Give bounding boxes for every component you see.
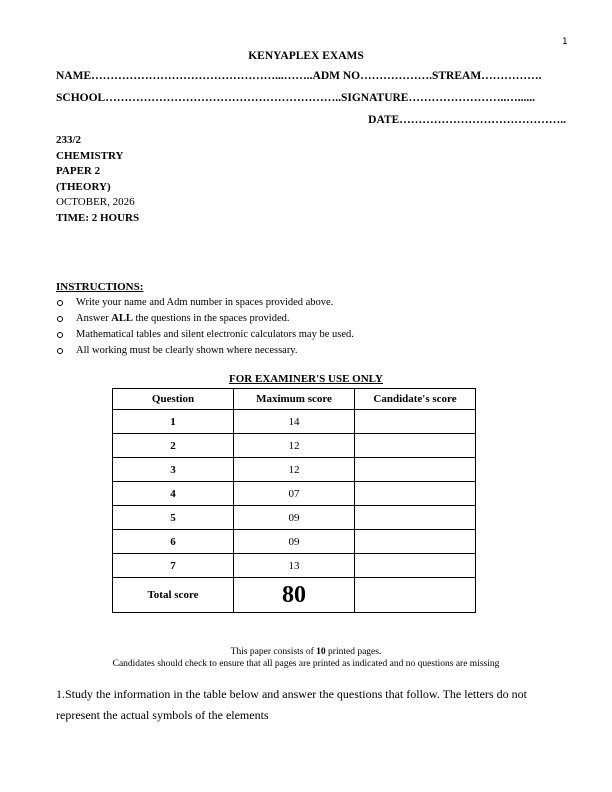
table-row bbox=[113, 530, 476, 554]
total-row bbox=[113, 578, 476, 613]
candidate-score-cell bbox=[355, 410, 476, 434]
paper-type: (THEORY) bbox=[56, 180, 111, 193]
exam-time: TIME: 2 HOURS bbox=[56, 211, 140, 224]
instruction-item: Write your name and Adm number in spaces provided above. bbox=[56, 295, 354, 311]
question-number: 6 bbox=[113, 530, 234, 554]
instructions-title: INSTRUCTIONS: bbox=[56, 281, 144, 293]
bullet-icon bbox=[57, 348, 63, 354]
candidate-score-cell bbox=[355, 458, 476, 482]
candidate-score-cell bbox=[355, 506, 476, 530]
table-row bbox=[113, 458, 476, 482]
check-pages-note: Candidates should check to ensure that all pages are printed as indicated and no questions are missing bbox=[112, 659, 500, 669]
total-candidate-score-cell bbox=[355, 578, 476, 613]
paper-code: 233/2 bbox=[56, 134, 82, 146]
total-score-label: Total score bbox=[113, 578, 234, 613]
paper-number: PAPER 2 bbox=[56, 165, 101, 177]
table-row bbox=[113, 554, 476, 578]
page-count-note: This paper consists of 10 printed pages. bbox=[230, 647, 382, 657]
table-row bbox=[113, 506, 476, 530]
name-adm-stream-line: NAME…………………………………………...……..ADM NO……………….STREAM……………. bbox=[56, 70, 542, 82]
maximum-score: 09 bbox=[234, 506, 355, 530]
candidate-score-cell bbox=[355, 434, 476, 458]
question-number: 4 bbox=[113, 482, 234, 506]
bullet-icon bbox=[57, 316, 63, 322]
question-number: 3 bbox=[113, 458, 234, 482]
candidate-score-cell bbox=[355, 530, 476, 554]
subject: CHEMISTRY bbox=[56, 149, 124, 162]
examiner-score-table bbox=[112, 388, 476, 613]
maximum-score: 12 bbox=[234, 434, 355, 458]
maximum-score: 13 bbox=[234, 554, 355, 578]
candidate-score-cell bbox=[355, 554, 476, 578]
maximum-score: 14 bbox=[234, 410, 355, 434]
table-row bbox=[113, 410, 476, 434]
exam-title: KENYAPLEX EXAMS bbox=[248, 50, 364, 62]
instructions-list bbox=[56, 295, 354, 359]
instruction-item: All working must be clearly shown where necessary. bbox=[56, 343, 354, 359]
maximum-score: 12 bbox=[234, 458, 355, 482]
column-header-question: Question bbox=[113, 389, 234, 410]
maximum-score: 09 bbox=[234, 530, 355, 554]
column-header-candidate-score: Candidate's score bbox=[355, 389, 476, 410]
paper-info bbox=[56, 133, 139, 226]
instruction-item: Mathematical tables and silent electronic calculators may be used. bbox=[56, 327, 354, 343]
column-header-maximum-score: Maximum score bbox=[234, 389, 355, 410]
question-number: 2 bbox=[113, 434, 234, 458]
bullet-icon bbox=[57, 332, 63, 338]
instruction-item: Answer ALL the questions in the spaces provided. bbox=[56, 311, 354, 327]
examiner-table-title: FOR EXAMINER'S USE ONLY bbox=[229, 373, 383, 385]
question-1-text: 1.Study the information in the table below and answer the questions that follow. The letters do not represent the actual symbols of the elements bbox=[56, 687, 527, 722]
page-count: 10 bbox=[316, 647, 326, 657]
date-line: DATE…………………………………….. bbox=[368, 114, 566, 126]
table-header-row bbox=[113, 389, 476, 410]
maximum-score: 07 bbox=[234, 482, 355, 506]
table-row bbox=[113, 482, 476, 506]
school-signature-line: SCHOOL……………………………………………………..SIGNATURE……………………..…...... bbox=[56, 92, 535, 104]
question-number: 1 bbox=[113, 410, 234, 434]
candidate-score-cell bbox=[355, 482, 476, 506]
bullet-icon bbox=[57, 300, 63, 306]
table-row bbox=[113, 434, 476, 458]
page-number: 1 bbox=[562, 37, 568, 47]
question-number: 5 bbox=[113, 506, 234, 530]
total-score-value: 80 bbox=[234, 578, 355, 613]
exam-date: OCTOBER, 2026 bbox=[56, 196, 135, 208]
question-number: 7 bbox=[113, 554, 234, 578]
